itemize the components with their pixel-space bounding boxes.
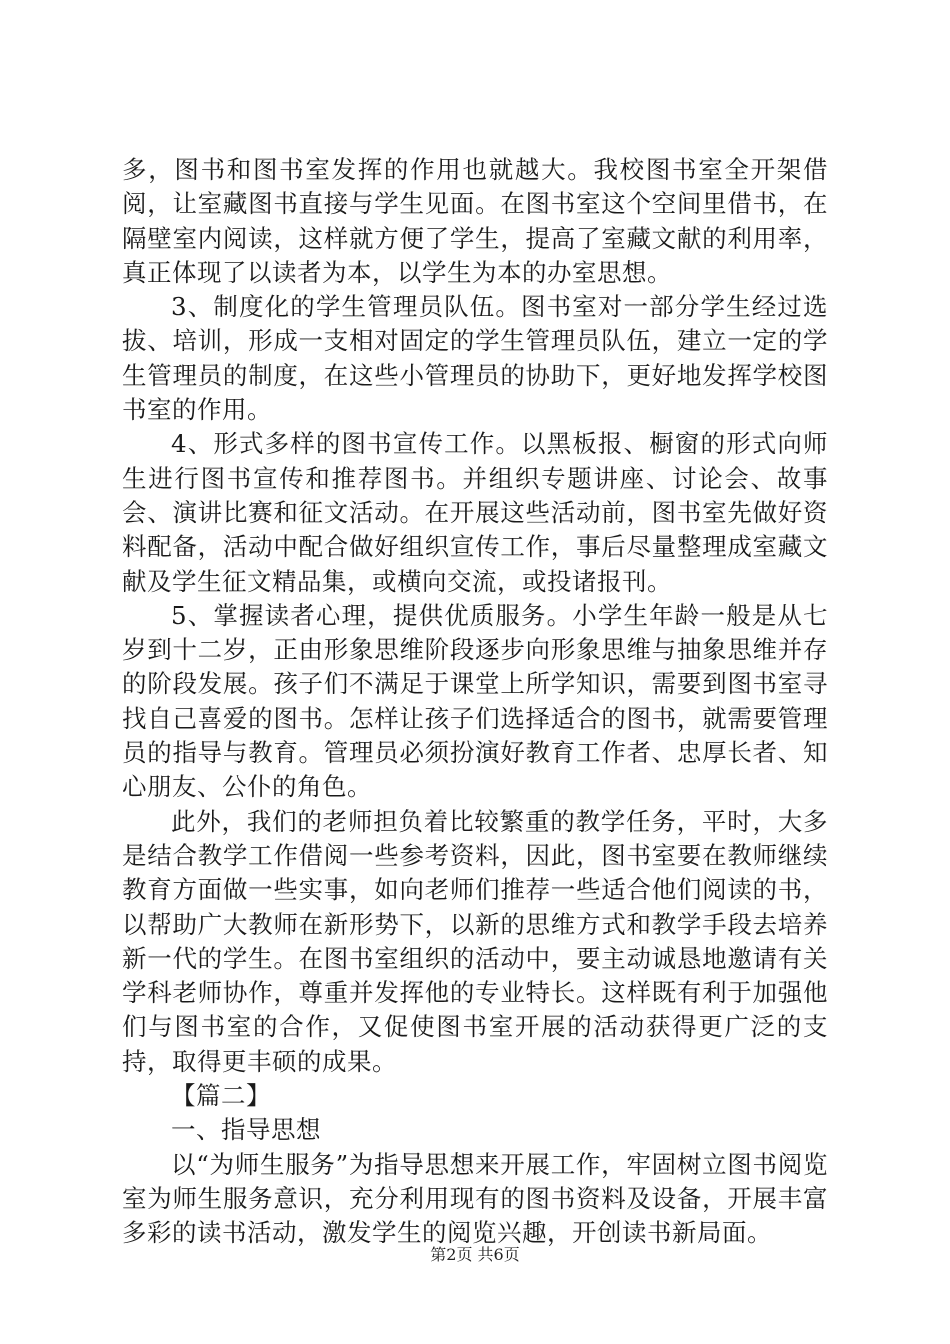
paragraph-additional: 此外，我们的老师担负着比较繁重的教学任务，平时，大多是结合教学工作借阅一些参考资料，因此，图书室要在教师继续教育方面做一些实事，如向老师们推荐一些适合他们阅读的书，以帮助广大教师在新形势下，以新的思维方式和教学手段去培养新一代的学生。在图书室组织的活动中，要主动诚恳地邀请有关学科老师协作，尊重并发挥他的专业特长。这样既有利于加强他们与图书室的合作，又促使图书室开展的活动获得更广泛的支持，取得更丰硕的成果。: [122, 806, 828, 1076]
paragraph-guiding-thought: 以“为师生服务”为指导思想来开展工作，牢固树立图书阅览室为师生服务意识，充分利用现有的图书资料及设备，开展丰富多彩的读书活动，激发学生的阅览兴趣，开创读书新局面。: [122, 1149, 828, 1248]
section-title: 【篇二】: [171, 1081, 271, 1111]
document-body: [122, 153, 828, 1251]
paragraph-item-4: 4、形式多样的图书宣传工作。以黑板报、橱窗的形式向师生进行图书宣传和推荐图书。并组织专题讲座、讨论会、故事会、演讲比赛和征文活动。在开展这些活动前，图书室先做好资料配备，活动中配合做好组织宣传工作，事后尽量整理成室藏文献及学生征文精品集，或横向交流，或投诸报刊。: [122, 429, 828, 596]
page-number-footer: 第2页 共6页: [430, 1245, 520, 1264]
subsection-title: 一、指导思想: [171, 1115, 321, 1145]
paragraph-item-5: 5、掌握读者心理，提供优质服务。小学生年龄一般是从七岁到十二岁，正由形象思维阶段逐步向形象思维与抽象思维并存的阶段发展。孩子们不满足于课堂上所学知识，需要到图书室寻找自己喜爱的图书。怎样让孩子们选择适合的图书，就需要管理员的指导与教育。管理员必须扮演好教育工作者、忠厚长者、知心朋友、公仆的角色。: [122, 600, 828, 802]
paragraph-continuation: 多，图书和图书室发挥的作用也就越大。我校图书室全开架借阅，让室藏图书直接与学生见面。在图书室这个空间里借书，在隔壁室内阅读，这样就方便了学生，提高了室藏文献的利用率，真正体现了以读者为本，以学生为本的办室思想。: [122, 155, 828, 287]
paragraph-item-3: 3、制度化的学生管理员队伍。图书室对一部分学生经过选拔、培训，形成一支相对固定的学生管理员队伍，建立一定的学生管理员的制度，在这些小管理员的协助下，更好地发挥学校图书室的作用。: [122, 292, 828, 425]
